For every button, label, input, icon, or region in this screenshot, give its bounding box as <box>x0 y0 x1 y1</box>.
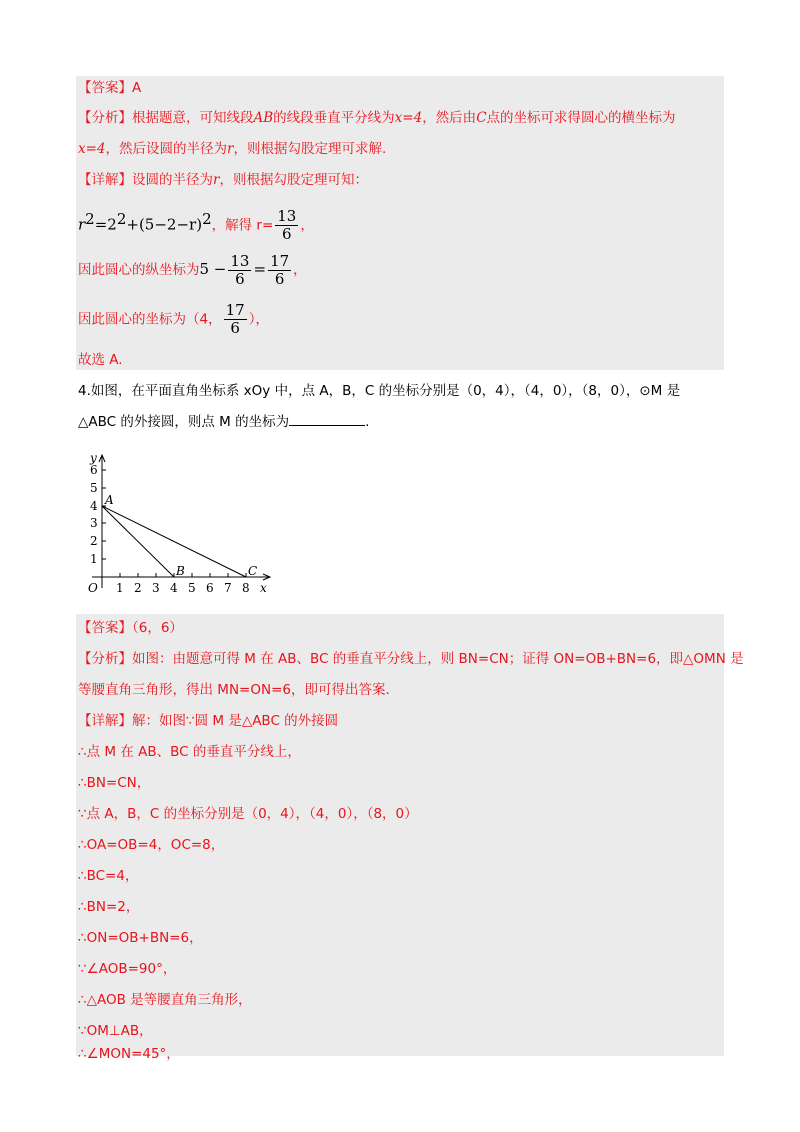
segment-ab <box>102 506 174 577</box>
analysis-text: 等腰直角三角形，得出 MN=ON=6，即可得出答案. <box>78 682 390 698</box>
y-tick-marks <box>102 470 106 559</box>
eq-mid: =2 <box>94 215 117 234</box>
proof-line <box>78 897 139 917</box>
proof-text: ∴点 M 在 AB、BC 的垂直平分线上， <box>78 744 301 760</box>
detail-text: 设圆的半径为 <box>132 172 213 188</box>
point-a-label: A <box>105 493 114 507</box>
point-b-label: B <box>176 564 185 578</box>
x-axis-label: x <box>260 581 267 595</box>
proof-line <box>78 773 150 793</box>
eq-five: 5 − <box>199 260 227 278</box>
question-text: △ABC 的外接圆，则点 M 的坐标为 <box>78 414 290 430</box>
x-tick-label: 1 <box>116 581 124 595</box>
eq-end: ， <box>300 217 314 234</box>
y-axis-label: y <box>90 451 97 465</box>
equation-x4: x=4 <box>78 141 106 157</box>
analysis-text: 点的坐标可求得圆心的横坐标为 <box>486 110 676 126</box>
denominator: 6 <box>235 269 245 288</box>
denominator: 6 <box>274 269 285 288</box>
detail-line-1 <box>78 170 368 190</box>
proof-text: ∴BN=CN， <box>78 775 151 791</box>
proof-text: ∵点 A，B，C 的坐标分别是（0，4），（4，0），（8，0） <box>78 806 418 822</box>
answer-value: A <box>132 80 142 96</box>
conclusion-text: 故选 A. <box>78 352 123 368</box>
answer-value: （6，6） <box>132 620 183 636</box>
analysis-text: 如图：由题意可得 M 在 AB、BC 的垂直平分线上，则 BN=CN；证得 ON=OB+BN=6，即△OMN 是 <box>132 651 744 667</box>
equation-line-1 <box>78 202 314 243</box>
question-line-1 <box>78 381 680 401</box>
answer-tag: 【答案】 <box>78 620 132 636</box>
x-tick-label: 8 <box>242 581 250 595</box>
y-tick-label: 2 <box>90 534 98 548</box>
numerator: 13 <box>277 207 297 225</box>
analysis-text: 根据题意，可知线段 <box>132 110 254 126</box>
proof-text: ∴BN=2， <box>78 899 140 915</box>
detail-tag: 【详解】 <box>78 172 132 188</box>
analysis-line-1b <box>78 139 386 159</box>
analysis-text: 的线段垂直平分线为 <box>273 110 395 126</box>
x-tick-label: 3 <box>152 581 160 595</box>
y-tick-label: 4 <box>90 499 98 513</box>
eq-end: ）， <box>248 311 269 328</box>
analysis-text: ，则根据勾股定理可求解. <box>233 141 387 157</box>
numerator: 17 <box>270 251 290 270</box>
analysis-text: ，然后设圆的半径为 <box>105 141 228 157</box>
proof-text: ∴∠MON=45°， <box>78 1046 180 1062</box>
question-text: . <box>365 414 370 430</box>
origin-label: O <box>88 581 98 595</box>
equation-line-3 <box>78 302 269 337</box>
point-c-label: C <box>248 564 258 578</box>
eq-exp: 2 <box>202 210 212 228</box>
answer-line-1 <box>78 78 141 98</box>
x-tick-label: 7 <box>224 581 232 595</box>
numerator: 13 <box>230 251 250 270</box>
x-tick-label: 2 <box>134 581 142 595</box>
eq-r: r <box>78 215 86 234</box>
x-tick-label: 6 <box>206 581 214 595</box>
radius-r: r <box>213 172 220 188</box>
eq-end: ， <box>293 262 307 278</box>
proof-text: ∴OA=OB=4，OC=8， <box>78 837 225 853</box>
x-tick-label: 4 <box>170 581 178 595</box>
segment-ab: AB <box>253 110 274 126</box>
detail-text: 解：如图∵圆 M 是△ABC 的外接圆 <box>132 713 339 729</box>
coordinate-figure <box>80 448 280 598</box>
answer-line-2 <box>78 618 183 638</box>
analysis-line-2b <box>78 680 390 700</box>
segment-ac <box>102 506 246 577</box>
eq-equals: = <box>253 260 267 278</box>
denominator: 6 <box>230 319 240 337</box>
eq-exp: 2 <box>116 210 127 228</box>
analysis-tag: 【分析】 <box>78 110 132 126</box>
detail-line-2 <box>78 711 338 731</box>
question-text: 4.如图，在平面直角坐标系 xOy 中，点 A，B，C 的坐标分别是（0，4），（4，0），（8，0），⊙M 是 <box>78 383 681 399</box>
eq-paren: +(5−2−r) <box>126 215 203 234</box>
proof-line <box>78 928 203 948</box>
fraction-13-6 <box>275 208 298 243</box>
denominator: 6 <box>282 225 292 243</box>
y-tick-label: 1 <box>90 552 98 566</box>
proof-text: ∴ON=OB+BN=6， <box>78 930 203 946</box>
y-tick-label: 3 <box>90 516 98 530</box>
proof-line <box>78 804 418 824</box>
fraction-13-6 <box>228 253 251 288</box>
y-tick-label: 6 <box>90 463 98 477</box>
analysis-line-2a <box>78 649 744 669</box>
proof-line <box>78 959 176 979</box>
eq-exp: 2 <box>85 210 95 228</box>
question-line-2 <box>78 411 369 432</box>
proof-text: ∴△AOB 是等腰直角三角形， <box>78 992 252 1008</box>
x-tick-label: 5 <box>188 581 196 595</box>
eq-text: 因此圆心的坐标为（4， <box>78 311 222 328</box>
proof-line <box>78 866 138 886</box>
y-tick-label: 5 <box>90 481 98 495</box>
radius-r: r <box>227 141 234 157</box>
equation-x4: x=4 <box>394 110 423 126</box>
proof-line <box>78 1044 180 1064</box>
analysis-text: ，然后由 <box>422 110 477 126</box>
detail-text: ，则根据勾股定理可知： <box>219 172 368 188</box>
answer-blank <box>289 411 365 426</box>
answer-tag: 【答案】 <box>78 80 132 96</box>
proof-line <box>78 990 252 1010</box>
proof-line <box>78 835 224 855</box>
analysis-tag: 【分析】 <box>78 651 132 667</box>
proof-line <box>78 1021 153 1041</box>
numerator: 17 <box>225 301 245 319</box>
fraction-17-6 <box>268 253 291 288</box>
eq-text: ，解得 r= <box>211 217 274 234</box>
eq-text: 因此圆心的纵坐标为 <box>78 262 200 278</box>
detail-tag: 【详解】 <box>78 713 132 729</box>
proof-text: ∴BC=4， <box>78 868 139 884</box>
analysis-line-1a <box>78 108 676 128</box>
fraction-17-6 <box>224 302 247 337</box>
point-c-ref: C <box>476 110 487 126</box>
equation-line-2 <box>78 252 307 288</box>
proof-text: ∵∠AOB=90°， <box>78 961 177 977</box>
proof-line <box>78 742 301 762</box>
conclusion-line <box>78 350 123 370</box>
proof-text: ∵OM⊥AB， <box>78 1023 153 1039</box>
